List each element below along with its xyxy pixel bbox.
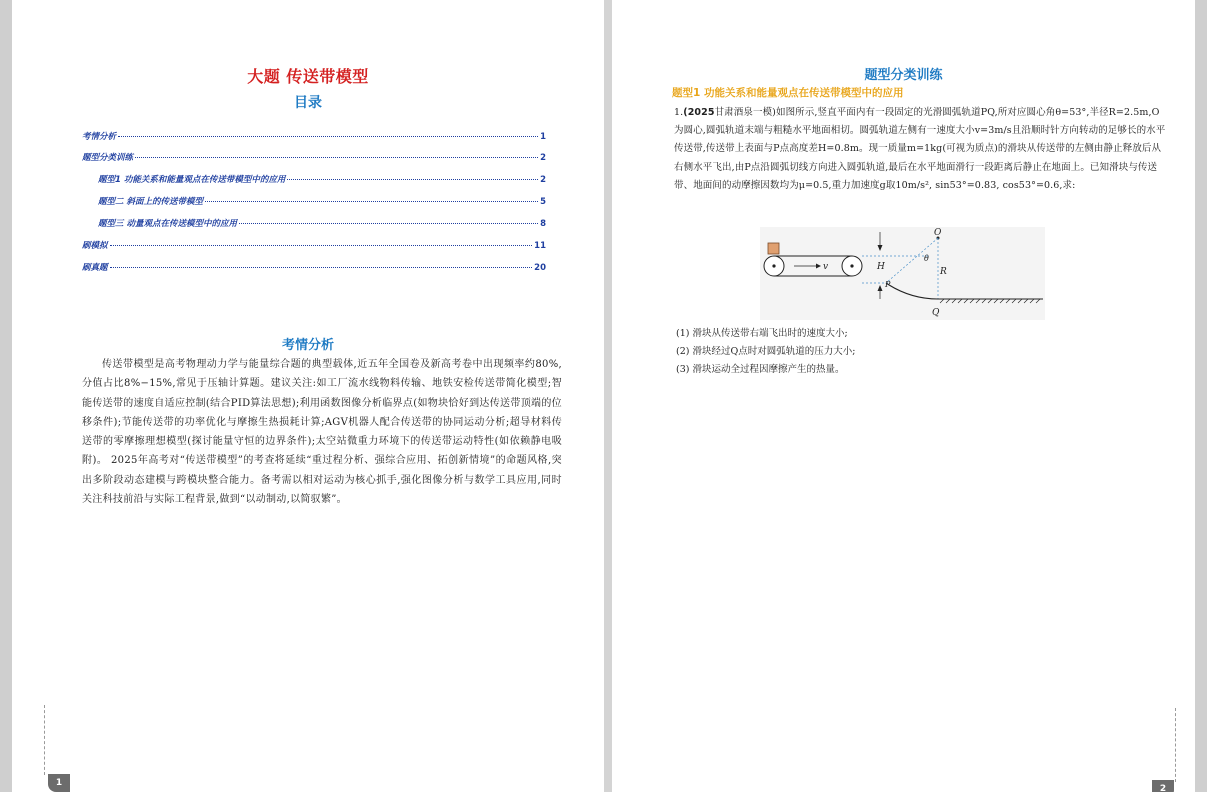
question-1: (1) 滑块从传送带右端飞出时的速度大小; [676,328,848,339]
page-number-badge: 2 [1152,780,1174,792]
training-heading: 题型分类训练 [864,68,943,83]
point-p-label: P [885,280,891,289]
page-2 [612,0,1195,792]
toc-item-type2[interactable]: 题型二 斜面上的传送带模型 5 [98,197,546,207]
question-2: (2) 滑块经过Q点时对圆弧轨道的压力大小; [676,346,856,357]
toc-heading: 目录 [294,95,322,111]
angle-theta-label: θ [924,254,929,263]
conveyor-figure [760,227,1045,320]
toc-item-real-exam[interactable]: 刷真题 20 [82,263,546,273]
document-title: 大题 传送带模型 [247,67,369,86]
toc-item-training[interactable]: 题型分类训练 2 [82,153,546,163]
height-label: H [877,262,885,272]
analysis-paragraph: 传送带模型是高考物理动力学与能量综合题的典型载体,近五年全国卷及新高考卷中出现频率约80%,分值占比8%−15%,常见于压轴计算题。建议关注:如工厂流水线物料传输、地铁安检传送带简化模型;智能传送带的速度自适应控制(结合PID算法思想);利用函数图像分析临界点(如物块恰好到达传送带顶端的位移条件);节能传送带的功率优化与摩擦生热损耗计算;AGV机器人配合传送带的协同运动分析;超导材料传送带的零摩擦理想模型(探讨能量守恒的边界条件);太空站微重力环境下的传送带运动特性(如依赖静电吸附)。 2025年高考对“传送带模型”的考查将延续“重过程分析、强综合应用、拓创新情境”的命题风格,突出多阶段动态建模与跨模块整合能力。备考需以相对运动为核心抓手,强化图像分析与数学工具应用,同时关注科技前沿与实际工程背景,做到“以动制动,以简驭繁”。 [82,359,562,506]
radius-label: R [940,267,947,277]
toc-item-simulation[interactable]: 刷模拟 11 [82,241,546,251]
page-gap [604,0,612,792]
problem-source-year: (2025 [683,107,715,118]
page-corner-line [44,705,45,775]
velocity-label: v [823,262,829,272]
toc-item-type1[interactable]: 题型1 功能关系和能量观点在传送带模型中的应用 2 [98,175,546,185]
ground-hatch [940,299,1040,303]
question-3: (3) 滑块运动全过程因摩擦产生的热量。 [676,364,845,375]
center-o-label: O [934,228,942,238]
arc-track [886,283,938,299]
toc-item-type3[interactable]: 题型三 动量观点在传送模型中的应用 8 [98,219,546,229]
problem-source: 甘肃酒泉一模) [714,107,776,118]
problem-text [674,104,1166,195]
problem-number: 1. [674,107,684,118]
section-heading-analysis: 考情分析 [281,338,334,353]
slider-block-icon [768,243,779,254]
point-q-label: Q [932,308,940,318]
conveyor-diagram-svg [760,227,1045,320]
question-list [676,325,855,379]
page-corner-line [1175,708,1176,782]
page-1 [12,0,604,792]
toc-item-analysis[interactable]: 考情分析 1 [82,132,546,142]
page-number-badge: 1 [48,774,70,792]
type1-subheading: 题型1 功能关系和能量观点在传送带模型中的应用 [672,87,904,99]
problem-body: 如图所示,竖直平面内有一段固定的光滑圆弧轨道PQ,所对应圆心角θ=53°,半径R=2.5m,O为圆心,圆弧轨道末端与粗糙水平地面相切。圆弧轨道左侧有一速度大小v=3m/s且沿顺时针方向转动的足够长的水平传送带,传送带上表面与P点高度差H=0.8m。现一质量m=1kg(可视为质点)的滑块从传送带的左侧由静止释放后从右侧水平飞出,由P点沿圆弧切线方向进入圆弧轨道,最后在水平地面滑行一段距离后静止在地面上。已知滑块与传送带、地面间的动摩擦因数均为μ=0.5,重力加速度g取10m/s², sin53°=0.83, cos53°=0.6,求: [674,107,1166,191]
